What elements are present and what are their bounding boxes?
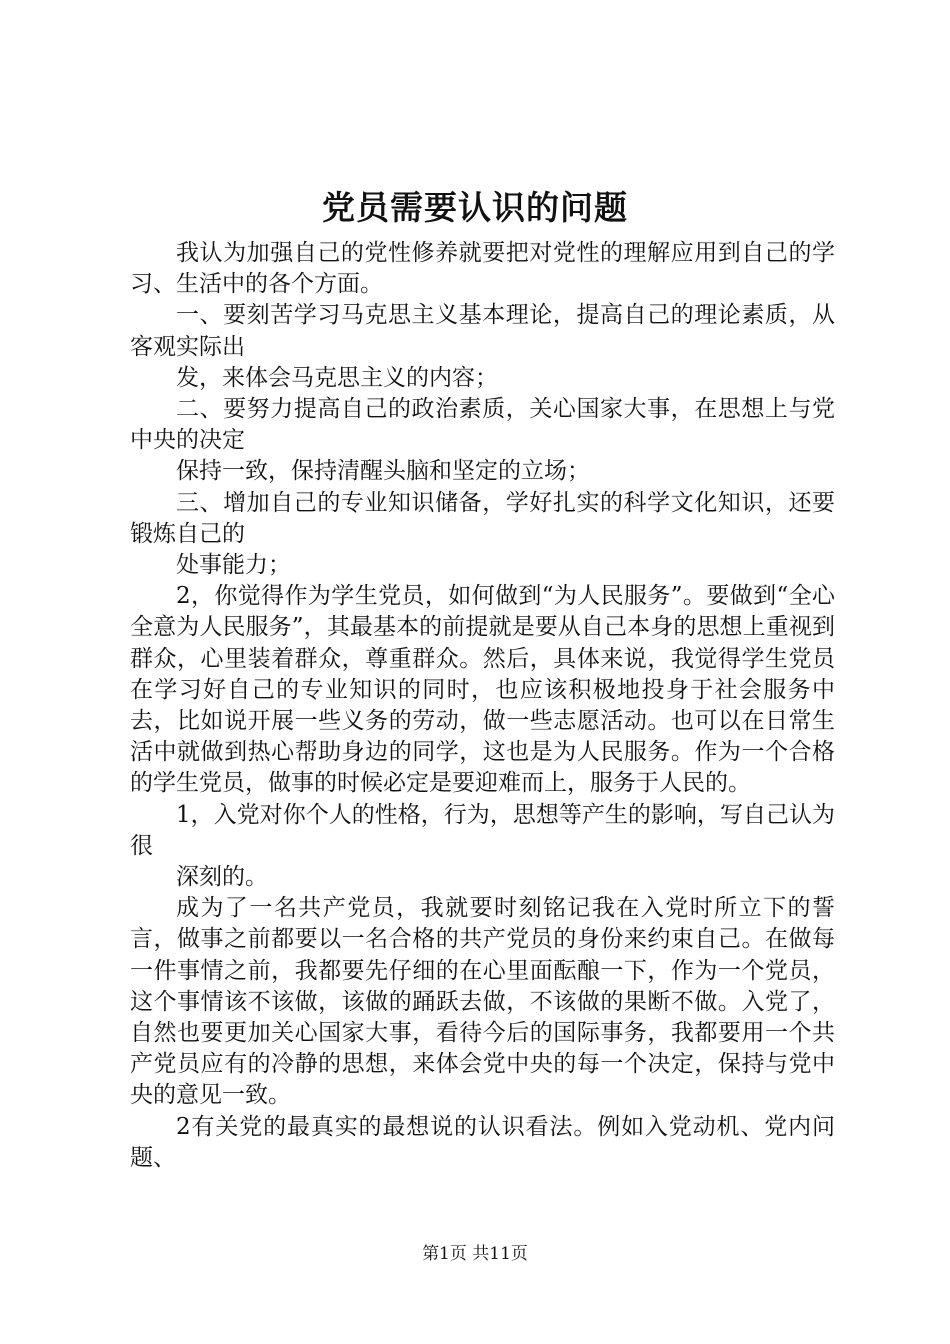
paragraph: 2，你觉得作为学生党员，如何做到“为人民服务”。要做到“全心全意为人民服务”，其最基本的前提就是要从自己本身的思想上重视到群众，心里装着群众，尊重群众。然后，具体来说，我觉得学生党员在学习好自己的专业知识的同时，也应该积极地投身于社会服务中去，比如说开展一些义务的劳动，做一些志愿活动。也可以在日常生活中就做到热心帮助身边的同学，这也是为人民服务。作为一个合格的学生党员，做事的时候必定是要迎难而上，服务于人民的。	[130, 583, 835, 797]
paragraph: 一、要刻苦学习马克思主义基本理论，提高自己的理论素质，从客观实际出	[130, 302, 835, 360]
paragraph: 深刻的。	[176, 864, 268, 891]
paragraph: 成为了一名共产党员，我就要时刻铭记我在入党时所立下的誓言，做事之前都要以一名合格的共产党员的身份来约束自己。在做每一件事情之前，我都要先仔细的在心里面酝酿一下，作为一个党员，这个事情该不该做，该做的踊跃去做，不该做的果断不做。入党了，自然也要更加关心国家大事，看待今后的国际事务，我都要用一个共产党员应有的冷静的思想，来体会党中央的每一个决定，保持与党中央的意见一致。	[130, 895, 835, 1109]
page-number-footer: 第1页 共11页	[422, 1244, 528, 1264]
paragraph: 2有关党的最真实的最想说的认识看法。例如入党动机、党内问题、	[130, 1113, 835, 1171]
document-body	[130, 238, 835, 1174]
paragraph: 保持一致，保持清醒头脑和坚定的立场；	[176, 458, 590, 485]
paragraph: 1，入党对你个人的性格，行为，思想等产生的影响，写自己认为很	[130, 801, 835, 859]
paragraph: 我认为加强自己的党性修养就要把对党性的理解应用到自己的学习、生活中的各个方面。	[130, 240, 835, 298]
document-title: 党员需要认识的问题	[322, 188, 628, 227]
paragraph: 三、增加自己的专业知识储备，学好扎实的科学文化知识，还要锻炼自己的	[130, 489, 835, 547]
paragraph: 处事能力；	[176, 552, 291, 579]
paragraph: 二、要努力提高自己的政治素质，关心国家大事，在思想上与党中央的决定	[130, 396, 835, 454]
paragraph: 发，来体会马克思主义的内容；	[176, 364, 498, 391]
